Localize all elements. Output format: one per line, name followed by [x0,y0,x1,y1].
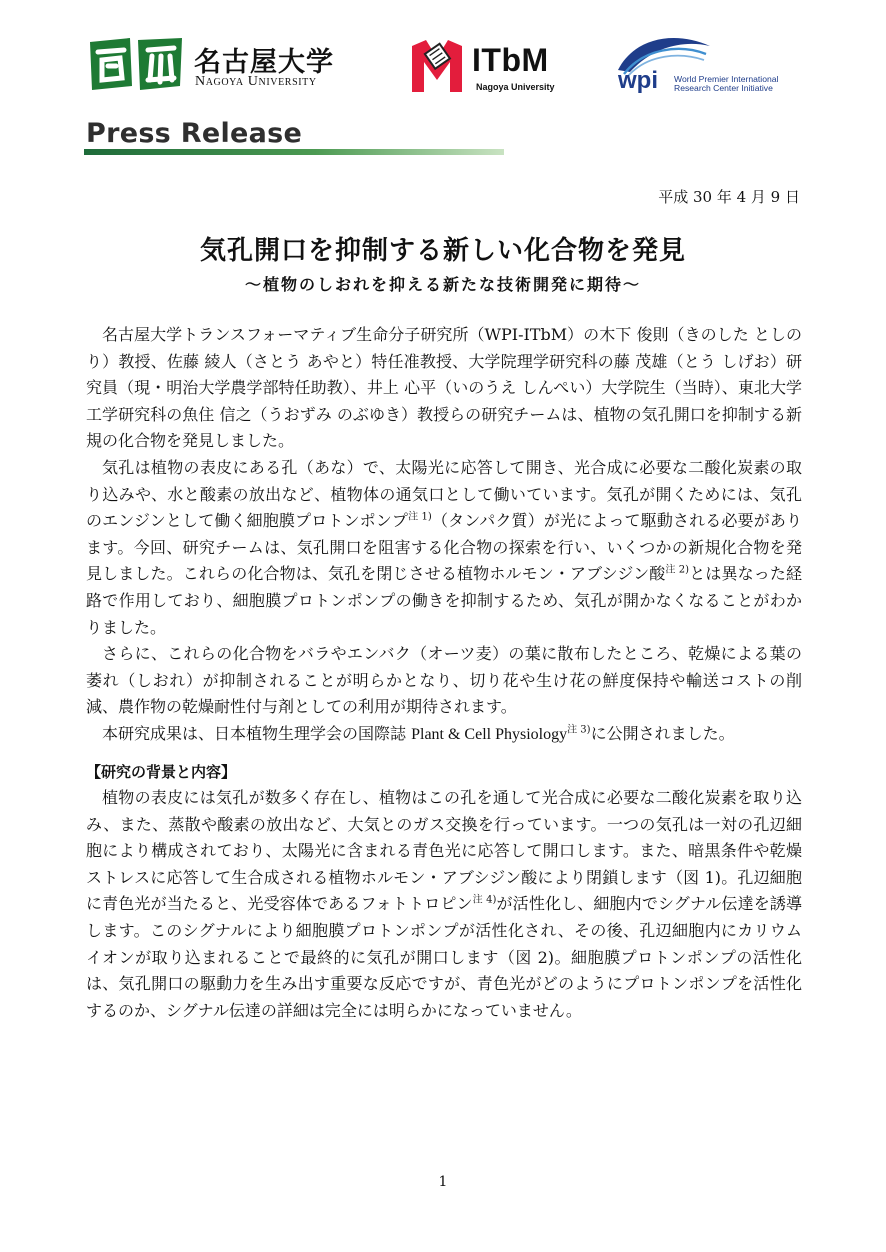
itbm-name: ITbM [472,42,549,78]
paragraph-publication [86,721,802,749]
paragraph-background-a: 植物の表皮には気孔が数多く存在し、植物はこの孔を通して光合成に必要な二酸化炭素を取り込み、また、蒸散や酸素の放出など、大気とのガス交換を行っています。一つの気孔は一対の孔辺細胞により構成されており、太陽光に含まれる青色光に応答して開口します。また、暗黒条件や乾燥ストレスに応答して生合成される植物ホルモン・アブシジン酸により閉鎖します（図 1)。孔辺細胞に青色光が当たると、光受容体であるフォトトロピン [86,788,802,914]
nagoya-name-jp: 名古屋大学 [194,47,334,78]
footnote-ref-2: 注 2) [665,565,690,577]
paragraph-summary-text: 名古屋大学トランスフォーマティブ生命分子研究所（WPI-ITbM）の木下 俊則（きのした としのり）教授、佐藤 綾人（さとう あやと）特任准教授、大学院理学研究科の藤 茂雄（とう しげお）研究員（現・明治大学農学部特任助教）、井上 心平（いのうえ しんぺい）大学院生（当時）、東北大学工学研究科の魚住 信之（うおずみ のぶゆき）教授らの研究チームは、植物の気孔開口を抑制する新規の化合物を発見しました。 [86,325,802,451]
paragraph-background-b: が活性化し、細胞内でシグナル伝達を誘導します。このシグナルにより細胞膜プロトンポンプが活性化され、その後、孔辺細胞内にカリウムイオンが取り込まれることで最終的に気孔が開口します（図 2)。細胞膜プロトンポンプの活性化は、気孔開口の駆動力を生み出す重要な反応ですが、青色光がどのようにプロトンポンプを活性化するのか、シグナル伝達の詳細は完全には明らかになっていません。 [86,894,802,1020]
article-body [86,322,802,1024]
paragraph-stomata-a: 気孔は植物の表皮にある孔（あな）で、太陽光に応答して開き、光合成に必要な二酸化炭素の取り込みや、水と酸素の放出など、植物体の通気口として働いています。気孔が開くためには、気孔のエンジンとして働く細胞膜プロトンポンプ [86,457,802,531]
release-date: 平成 30 年 4 月 9 日 [658,188,800,206]
paragraph-application [86,641,802,721]
footnote-ref-4: 注 4) [472,895,497,907]
nagoya-name-en: Nagoya University [195,74,317,89]
press-release-underline [84,149,504,155]
header-logos [0,0,886,110]
page-number: 1 [438,1174,448,1190]
wpi-line2: Research Center Initiative [674,83,773,93]
paragraph-publication-a: 本研究成果は、日本植物生理学会の国際誌 [102,723,412,743]
wpi-line1: World Premier International [674,74,779,84]
paragraph-publication-b: に公開されました。 [590,723,735,743]
paragraph-background [86,785,802,1024]
paragraph-summary [86,322,802,455]
nagoya-university-logo-icon [86,36,186,92]
section-heading-background: 【研究の背景と内容】 [86,762,237,781]
itbm-subtitle: Nagoya University [476,82,555,92]
press-release-label: Press Release [86,118,303,149]
paragraph-stomata [86,455,802,641]
paragraph-stomata-c: とは異なった経路で作用しており、細胞膜プロトンポンプの働きを抑制するため、気孔が開かなくなることがわかりました。 [86,564,802,637]
footnote-ref-3: 注 3) [567,724,591,736]
journal-name: Plant & Cell Physiology [411,725,568,743]
footnote-ref-1: 注 1) [408,511,432,523]
itbm-logo-icon [406,36,468,96]
page-title: 気孔開口を抑制する新しい化合物を発見 [199,236,686,266]
paragraph-application-text: さらに、これらの化合物をバラやエンバク（オーツ麦）の葉に散布したところ、乾燥による葉の萎れ（しおれ）が抑制されることが明らかとなり、切り花や生け花の鮮度保持や輸送コストの削減、農作物の乾燥耐性付与剤としての利用が期待されます。 [86,644,802,717]
wpi-logo-icon [614,30,834,96]
page-subtitle: ～植物のしおれを抑える新たな技術開発に期待～ [244,275,641,294]
wpi-abbr: wpi [618,67,658,94]
paragraph-stomata-b: （タンパク質）が光によって駆動される必要があります。今回、研究チームは、気孔開口を阻害する化合物の探索を行い、いくつかの新規化合物を発見しました。これらの化合物は、気孔を閉じさせる植物ホルモン・アブシジン酸 [86,511,802,584]
